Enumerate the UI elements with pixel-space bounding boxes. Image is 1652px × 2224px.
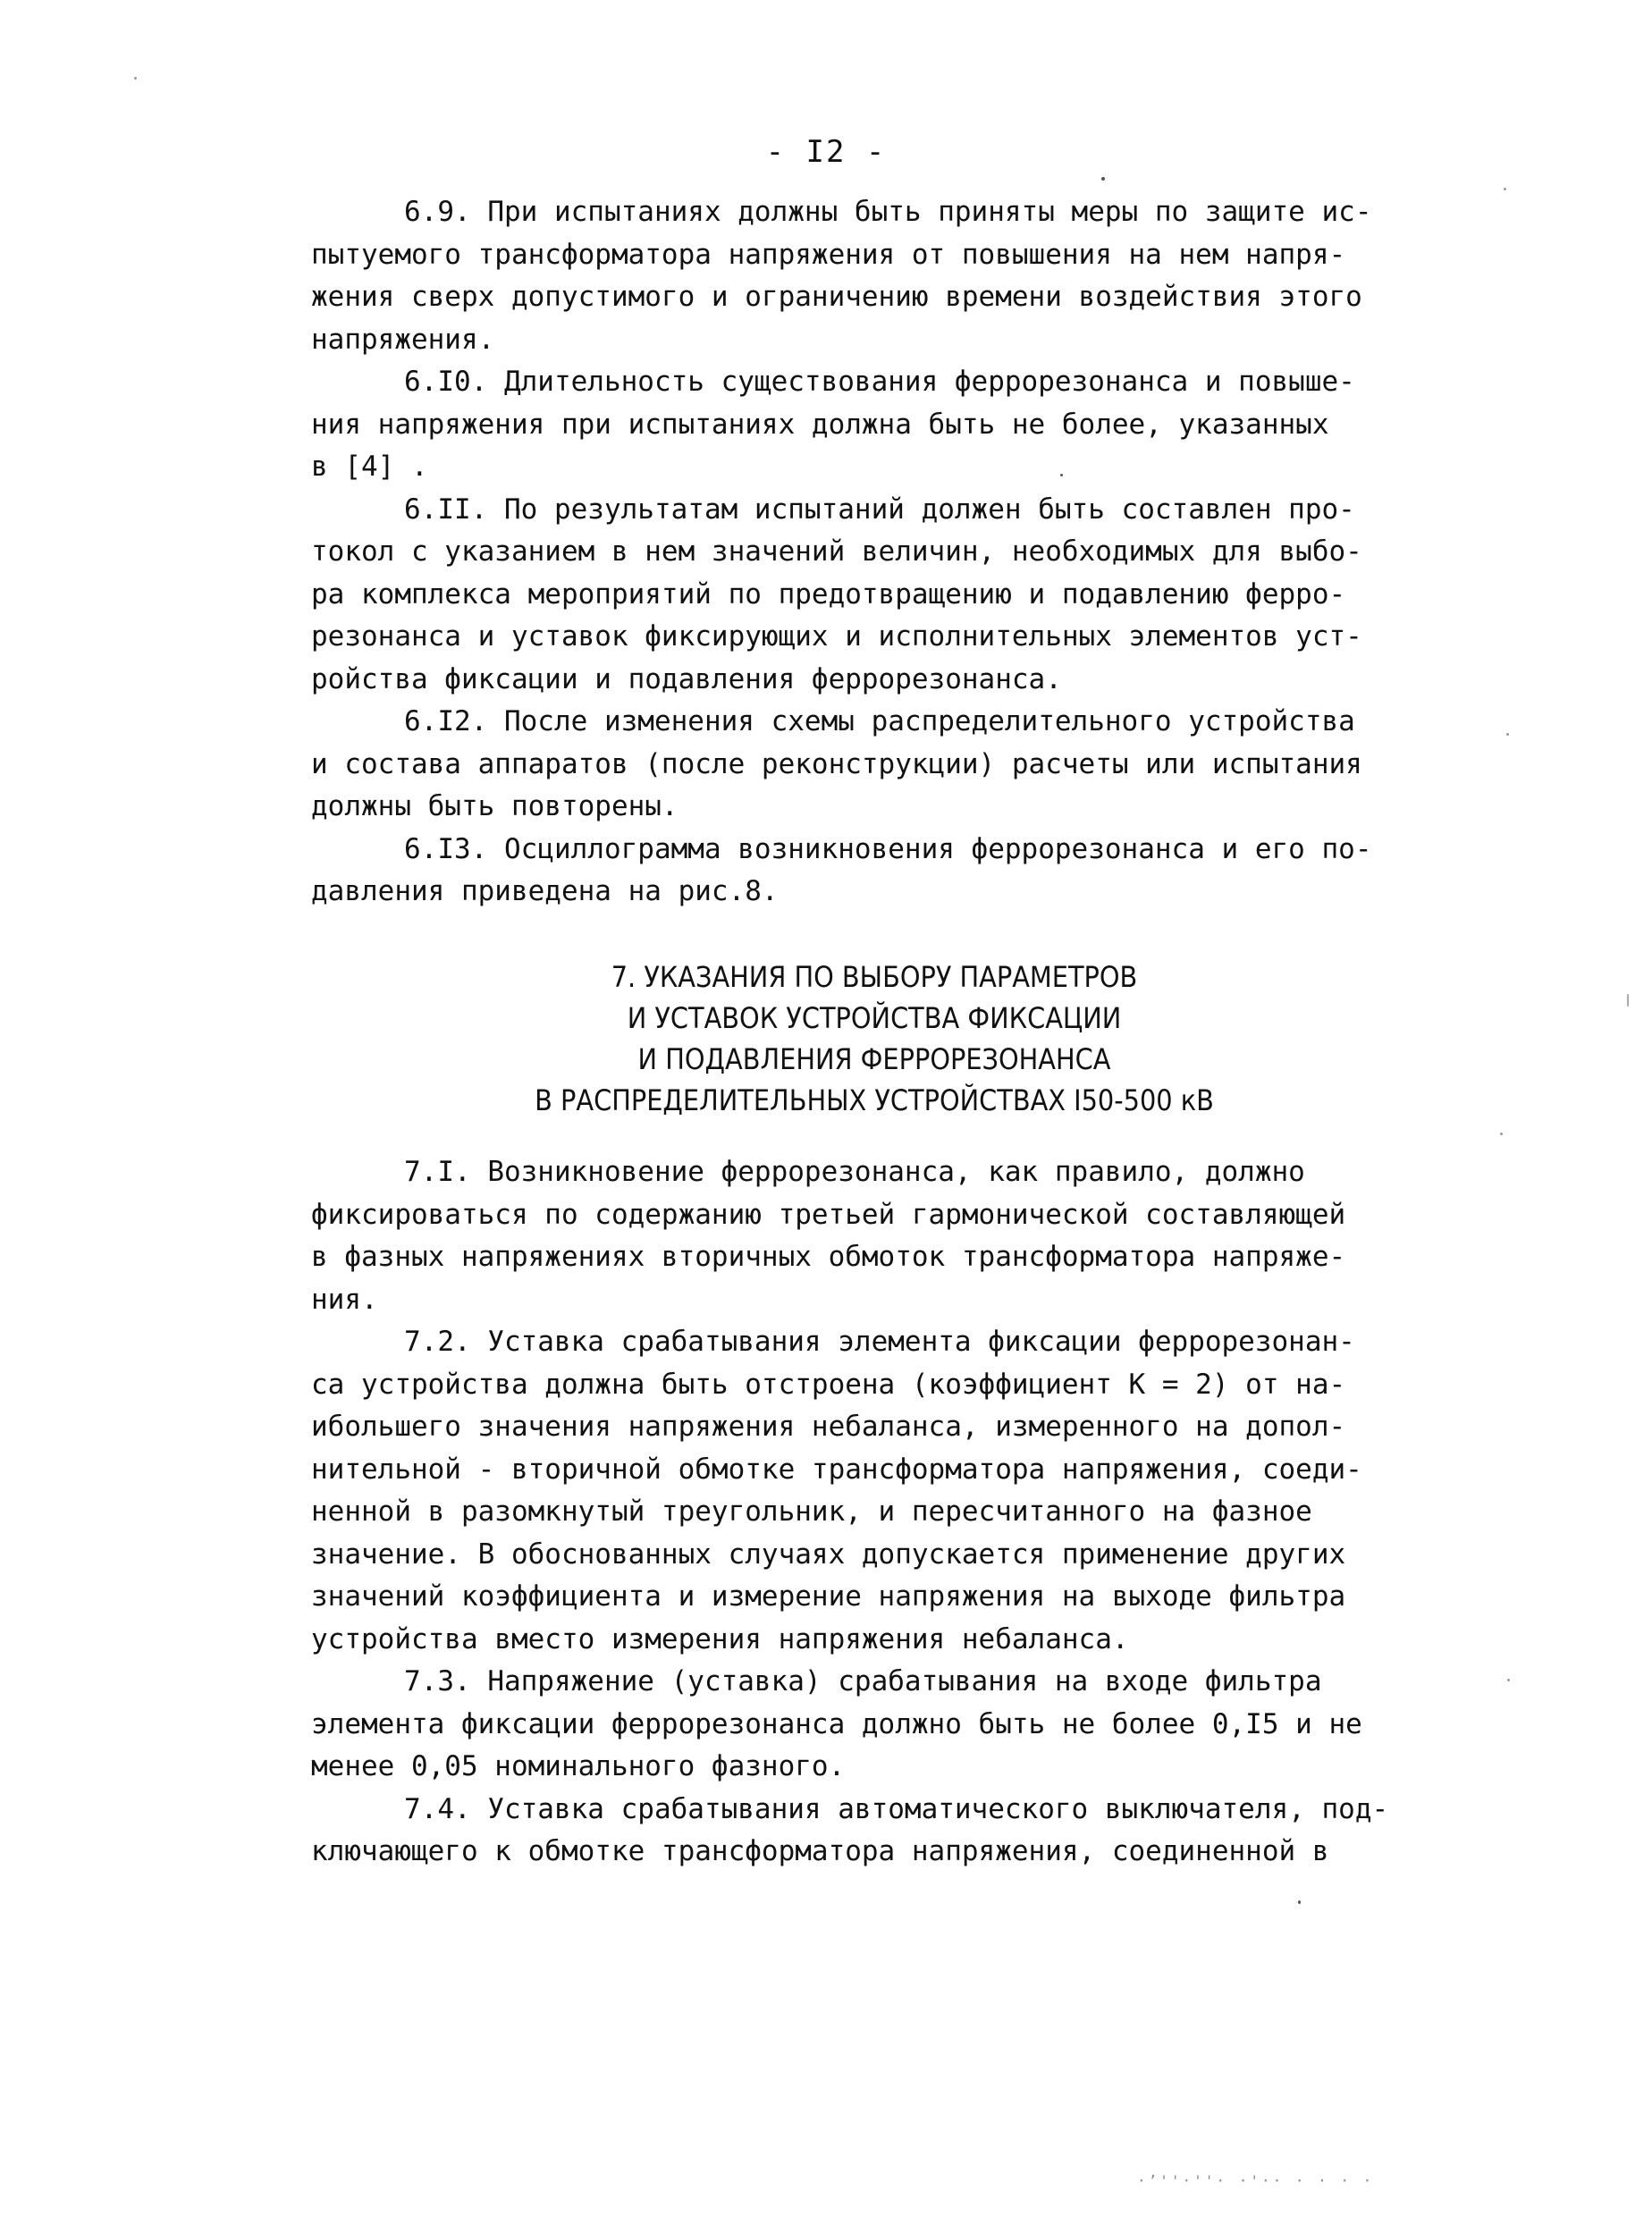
text-line: 6.I0. Длительность существования феррорезонанса и повыше-	[404, 366, 1355, 398]
paragraph-7-3	[311, 1661, 1437, 1789]
text-line: ра комплекса мероприятий по предотвращению и подавлению ферро-	[311, 577, 1346, 611]
text-line: 6.I2. После изменения схемы распределительного устройства	[404, 705, 1355, 737]
section-7-text	[311, 1151, 1437, 1874]
text-line: жения сверх допустимого и ограничению времени воздействия этого	[311, 281, 1362, 313]
text-line: ненной в разомкнутый треугольник, и пересчитанного на фазное	[311, 1495, 1312, 1528]
text-line: устройства вместо измерения напряжения небаланса.	[311, 1622, 1129, 1655]
text-line: ния напряжения при испытаниях должна быть не более, указанных	[311, 408, 1329, 441]
scan-speck	[1504, 188, 1506, 190]
paragraph-7-4	[311, 1789, 1437, 1874]
text-line: ибольшего значения напряжения небаланса, измеренного на допол-	[311, 1411, 1346, 1443]
text-line: в фазных напряжениях вторичных обмоток трансформатора напряже-	[311, 1241, 1346, 1273]
text-line: нительной - вторичной обмотке трансформатора напряжения, соеди-	[311, 1453, 1362, 1486]
text-line: 7.I. Возникновение феррорезонанса, как правило, должно	[404, 1156, 1305, 1188]
heading-line: И ПОДАВЛЕНИЯ ФЕРРОРЕЗОНАНСА	[637, 1042, 1111, 1076]
page-number: - I2 -	[765, 134, 887, 170]
section-6-text	[311, 191, 1437, 914]
text-line: должны быть повторены.	[311, 790, 678, 822]
scan-speck	[1627, 994, 1629, 1007]
text-line: резонанса и уставок фиксирующих и исполнительных элементов уст-	[311, 620, 1362, 653]
heading-line: И УСТАВОК УСТРОЙСТВА ФИКСАЦИИ	[627, 1001, 1122, 1035]
text-line: 6.II. По результатам испытаний должен быть составлен про-	[404, 493, 1355, 526]
scan-speck	[1298, 1900, 1301, 1904]
text-line: и состава аппаратов (после реконструкции) расчеты или испытания	[311, 747, 1362, 780]
text-line: ния.	[311, 1283, 378, 1316]
text-line: значений коэффициента и измерение напряжения на выходе фильтра	[311, 1580, 1346, 1613]
heading-line: В РАСПРЕДЕЛИТЕЛЬНЫХ УСТРОЙСТВАХ I50-500 кВ	[535, 1083, 1214, 1117]
paragraph-6-11	[311, 489, 1437, 702]
paragraph-6-12	[311, 701, 1437, 829]
scan-speck	[1506, 733, 1509, 736]
text-line: фиксироваться по содержанию третьей гармонической составляющей	[311, 1198, 1346, 1231]
scan-speck	[1500, 1133, 1503, 1135]
paragraph-6-9	[311, 191, 1437, 361]
text-line: 6.9. При испытаниях должны быть приняты меры по защите ис-	[404, 196, 1372, 228]
scan-speck	[1101, 177, 1105, 181]
section-7-heading	[311, 956, 1437, 1121]
text-line: ройства фиксации и подавления феррорезонанса.	[311, 662, 1062, 695]
text-line: менее 0,05 номинального фазного.	[311, 1750, 846, 1782]
scan-speck	[134, 77, 137, 80]
scan-footer-marks: ·ʼ''·''· ·'·· · · · ·	[1137, 2172, 1375, 2189]
text-line: в [4] .	[311, 451, 428, 483]
text-line: 7.3. Напряжение (уставка) срабатывания на входе фильтра	[404, 1665, 1322, 1697]
paragraph-7-1	[311, 1151, 1437, 1321]
heading-line: 7. УКАЗАНИЯ ПО ВЫБОРУ ПАРАМЕТРОВ	[611, 960, 1138, 994]
text-line: давления приведена на рис.8.	[311, 875, 779, 907]
text-line: токол с указанием в нем значений величин, необходимых для выбо-	[311, 535, 1362, 568]
scan-speck	[1060, 474, 1063, 476]
text-line: напряжения.	[311, 323, 495, 356]
text-line: ключающего к обмотке трансформатора напряжения, соединенной в	[311, 1835, 1329, 1867]
text-line: элемента фиксации феррорезонанса должно быть не более 0,I5 и не	[311, 1707, 1362, 1740]
text-line: 7.2. Уставка срабатывания элемента фиксации феррорезонан-	[404, 1326, 1355, 1358]
text-line: са устройства должна быть отстроена (коэффициент К = 2) от на-	[311, 1368, 1346, 1401]
paragraph-6-13	[311, 829, 1437, 914]
text-line: 7.4. Уставка срабатывания автоматического выключателя, под-	[404, 1792, 1389, 1825]
paragraph-6-10	[311, 361, 1437, 489]
text-line: 6.I3. Осциллограмма возникновения феррорезонанса и его по-	[404, 832, 1372, 865]
text-line: пытуемого трансформатора напряжения от повышения на нем напря-	[311, 238, 1346, 271]
scan-speck	[1507, 1679, 1510, 1681]
text-line: значение. В обоснованных случаях допускается применение других	[311, 1537, 1346, 1571]
paragraph-7-2	[311, 1321, 1437, 1661]
